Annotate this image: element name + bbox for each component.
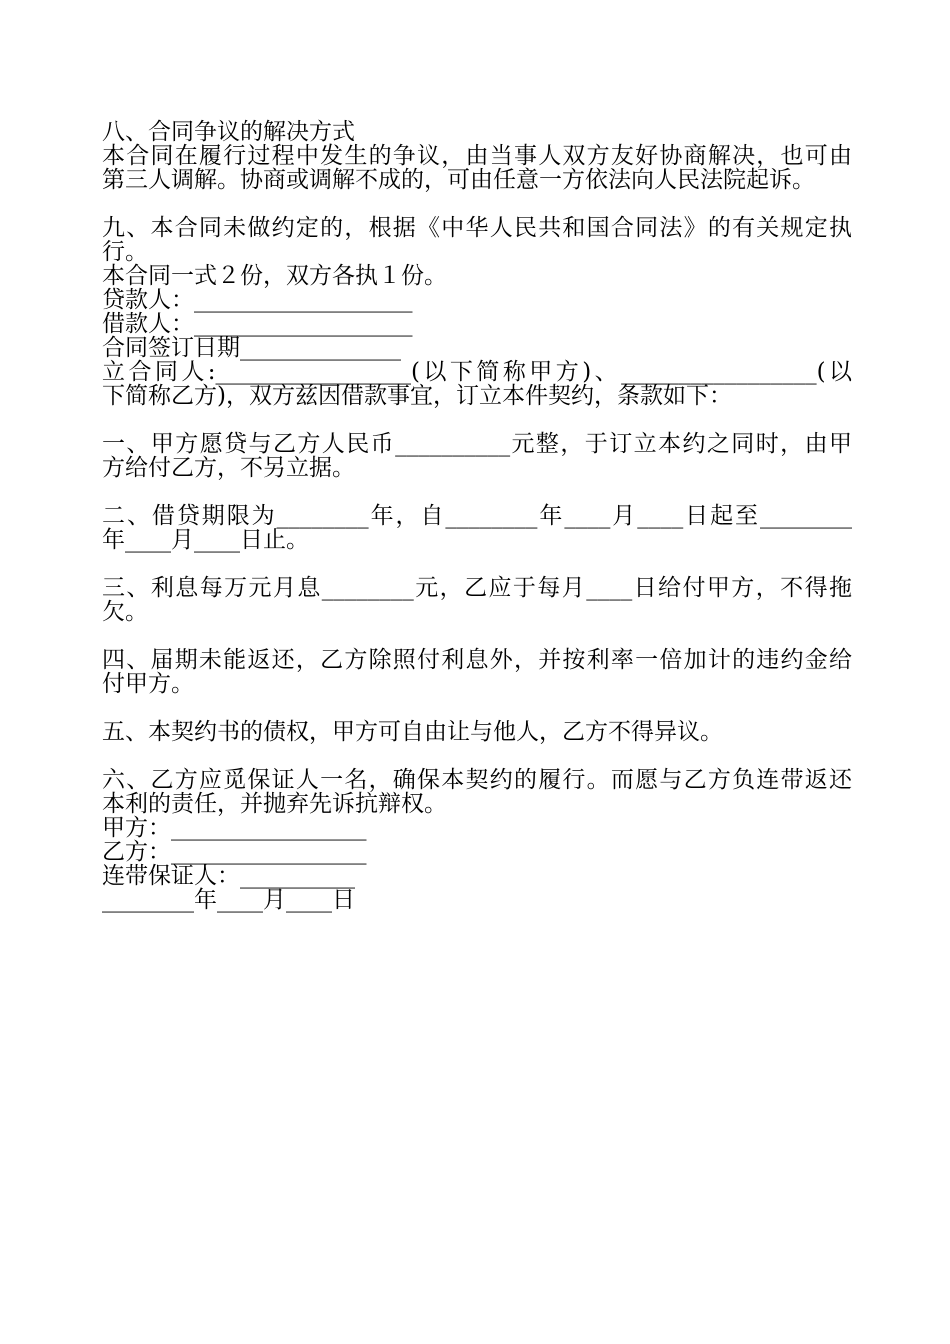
spacer (102, 552, 852, 576)
paragraph-9-line-2: 行。 (102, 239, 148, 265)
paragraph-8-line-1: 本合同在履行过程中发生的争议，由当事人双方友好协商解决，也可由 (102, 143, 852, 169)
signature-date: ________年____月____日 (102, 887, 355, 913)
party-a-signature: 甲方：_________________ (102, 815, 367, 841)
paragraph-8-line-2: 第三人调解。协商或调解不成的，可由任意一方依法向人民法院起诉。 (102, 167, 815, 193)
party-b-signature: 乙方：_________________ (102, 839, 367, 865)
sign-date-field: 合同签订日期______________ (102, 335, 401, 361)
clause-4-line-2: 付甲方。 (102, 671, 194, 697)
spacer (102, 480, 852, 504)
clause-4-line-1: 四、届期未能返还，乙方除照付利息外，并按利率一倍加计的违约金给 (102, 647, 852, 673)
clause-1-line-1: 一、甲方愿贷与乙方人民币__________元整，于订立本约之同时，由甲 (102, 431, 852, 457)
spacer (102, 744, 852, 768)
section-heading-8: 八、合同争议的解决方式 (102, 119, 355, 145)
paragraph-9-line-1: 九、本合同未做约定的，根据《中华人民共和国合同法》的有关规定执 (102, 215, 852, 241)
guarantor-signature: 连带保证人：__________ (102, 863, 355, 889)
copies-statement: 本合同一式２份，双方各执１份。 (102, 263, 447, 289)
clause-1-line-2: 方给付乙方，不另立据。 (102, 455, 355, 481)
spacer (102, 624, 852, 648)
spacer (102, 408, 852, 432)
spacer (102, 696, 852, 720)
clause-2-line-1: 二、借贷期限为________年，自________年____月____日起至________ (102, 503, 852, 529)
clause-6-line-2: 本利的责任，并抛弃先诉抗辩权。 (102, 791, 447, 817)
clause-2-line-2: 年____月____日止。 (102, 527, 309, 553)
clause-5-line-1: 五、本契约书的债权，甲方可自由让与他人，乙方不得异议。 (102, 719, 723, 745)
clause-3-line-2: 欠。 (102, 599, 148, 625)
lender-field: 贷款人：___________________ (102, 287, 413, 313)
parties-line-2: 下简称乙方)，双方兹因借款事宜，订立本件契约，条款如下： (102, 383, 732, 409)
contract-document (102, 120, 852, 912)
clause-3-line-1: 三、利息每万元月息________元，乙应于每月____日给付甲方，不得拖 (102, 575, 852, 601)
clause-6-line-1: 六、乙方应觅保证人一名，确保本契约的履行。而愿与乙方负连带返还 (102, 767, 852, 793)
spacer (102, 192, 852, 216)
borrower-field: 借款人：___________________ (102, 311, 413, 337)
parties-line-1: 立合同人:_________________(以下简称甲方)、_________________(以 (102, 359, 852, 385)
